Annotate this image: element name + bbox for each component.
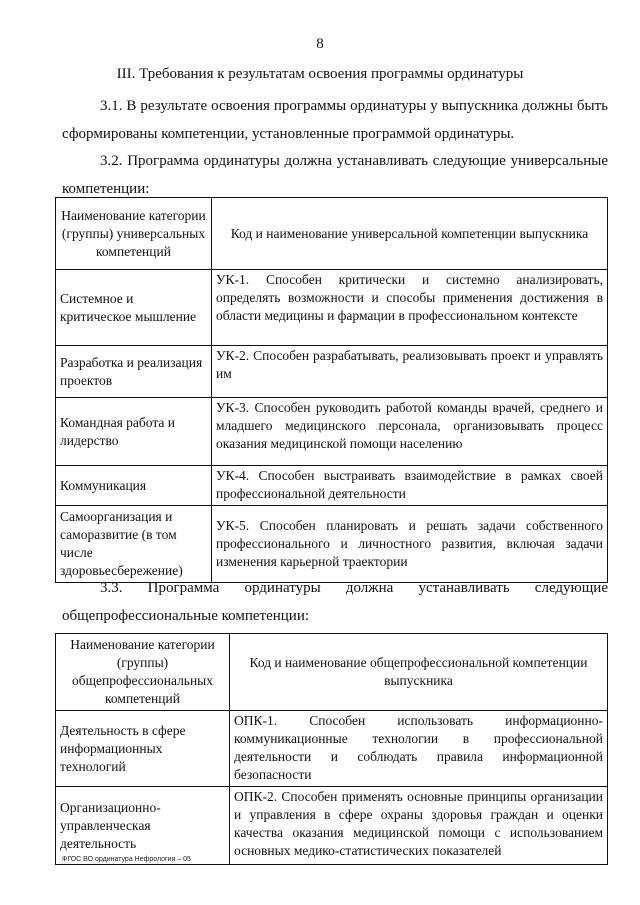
table-row <box>56 506 608 583</box>
row-category: Системное и критическое мышление <box>56 270 212 346</box>
table-row <box>56 466 608 506</box>
section-title: III. Требования к результатам освоения программы ординатуры <box>116 66 524 82</box>
table-header-row <box>56 198 608 270</box>
table-header-row <box>56 634 608 711</box>
header-code: Код и наименование общепрофессиональной компетенции выпускника <box>230 634 608 711</box>
footer-note: ФГОС ВО ординатура Нефрология – 05 <box>62 856 191 863</box>
row-description: УК-2. Способен разрабатывать, реализовывать проект и управлять им <box>212 346 608 398</box>
paragraph-3-2: 3.2. Программа ординатуры должна устанавливать следующие универсальные компетенции: <box>62 153 608 197</box>
table-row <box>56 787 608 865</box>
row-description: УК-1. Способен критически и системно анализировать, определять возможности и способы применения достижения в области медицины и фармации в профессиональном контексте <box>212 270 608 346</box>
row-description: УК-3. Способен руководить работой команды врачей, среднего и младшего медицинского персонала, организовывать процесс оказания медицинской помощи населению <box>212 398 608 466</box>
row-category: Самоорганизация и саморазвитие (в том числе здоровьесбережение) <box>56 506 212 583</box>
header-code: Код и наименование универсальной компетенции выпускника <box>212 198 608 270</box>
row-category: Командная работа и лидерство <box>56 398 212 466</box>
row-category: Разработка и реализация проектов <box>56 346 212 398</box>
table-row <box>56 346 608 398</box>
table-row <box>56 711 608 787</box>
row-description: УК-5. Способен планировать и решать задачи собственного профессионального и личностного развития, включая задачи изменения карьерной траектории <box>212 506 608 583</box>
page-number: 8 <box>316 36 324 52</box>
row-description: ОПК-2. Способен применять основные принципы организации и управления в сфере охраны здоровья граждан и оценки качества оказания медицинской помощи с использованием основных медико-статистических показателей <box>230 787 608 865</box>
row-category: Коммуникация <box>56 466 212 506</box>
universal-competencies-table <box>55 197 608 583</box>
row-description: УК-4. Способен выстраивать взаимодействие в рамках своей профессиональной деятельности <box>212 466 608 506</box>
header-category: Наименование категории (группы) универсальных компетенций <box>56 198 212 270</box>
table-row <box>56 398 608 466</box>
row-category: Деятельность в сфере информационных технологий <box>56 711 230 787</box>
table-row <box>56 270 608 346</box>
general-professional-competencies-table <box>55 633 608 865</box>
paragraph-3-1: 3.1. В результате освоения программы ординатуры у выпускника должны быть сформированы компетенции, установленные программой ординатуры. <box>62 98 608 142</box>
header-category: Наименование категории (группы) общепрофессиональных компетенций <box>56 634 230 711</box>
row-description: ОПК-1. Способен использовать информационно-коммуникационные технологии в профессиональной деятельности и соблюдать правила информационной безопасности <box>230 711 608 787</box>
row-category: Организационно-управленческая деятельность <box>56 787 230 865</box>
paragraph-3-3: 3.3. Программа ординатуры должна устанавливать следующие общепрофессиональные компетенции: <box>62 580 608 624</box>
